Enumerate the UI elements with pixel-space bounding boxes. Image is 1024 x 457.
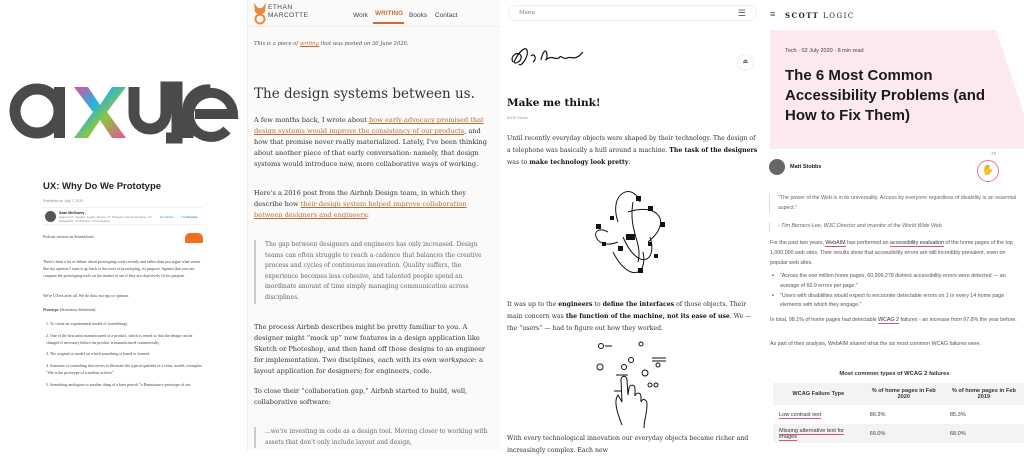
view-count: 6009 Views	[507, 115, 528, 120]
fox-logo-icon[interactable]	[252, 2, 268, 24]
text: The process Airbnb describes might be pretty familiar to you. A designer might “mock up” new features in a design application like Sketch or Photoshop, and then hand off those designs to an engineer for implementation. Two disciplines, each with its own	[254, 323, 486, 364]
wcag-failures-table	[773, 383, 1024, 443]
table-cell: 85.3%	[949, 411, 966, 418]
clap-count: 78	[991, 151, 997, 156]
blockquote: "The power of the Web is in its universality. Access by everyone regardless of disability is an essential aspect."	[769, 194, 1019, 213]
table-caption: Most common types of WCAG 2 failures	[839, 371, 950, 377]
paragraph: We're UXers after all. We do data, not ego or opinion.	[43, 293, 130, 298]
table-cell: 66.0%	[869, 430, 886, 437]
airbnb-link[interactable]: their design system helped improve collaboration between designers and engineers	[254, 200, 467, 219]
table-cell: 68.0%	[949, 430, 966, 437]
paragraph: There's been a lot of debate about prototyping tools recently and rather than just argue what seems like my opinion I want to go back to the roots of prototyping, its purpose. Against that you can compare the prototyping tools on the market to see if they are objectively fit for purpose.	[43, 259, 201, 278]
text: of the home pages of the top 1,000,000 web sites. Their results show that accessibility errors are still incredibly prevalent, even on popular web sites.	[770, 240, 1013, 266]
paragraph: As part of their analysis, WebAIM shared what the six most common WCAG failures were.	[770, 341, 981, 347]
nav-books[interactable]: Books	[409, 12, 428, 19]
nav-writing[interactable]: WRITING	[375, 10, 404, 17]
clap-button[interactable]	[977, 160, 999, 182]
avatar[interactable]	[45, 211, 56, 222]
paragraph	[770, 316, 1022, 326]
text: :	[366, 211, 369, 219]
paragraph	[254, 188, 496, 221]
paragraph: With every technological innovation our everyday objects became richer and increasingly complex. Each new	[507, 435, 749, 454]
following-button[interactable]: ✓ Following	[180, 215, 198, 219]
signature-logo[interactable]	[507, 42, 587, 70]
author-name[interactable]: Sean McSharry	[59, 211, 85, 215]
text: , and how that promise never really materialized. Lately, I've been thinking about another piece of that early conversation: namely, that design systems would introduce new, more collaborative ways of working.	[254, 127, 487, 168]
paragraph	[507, 133, 759, 169]
advocacy-link[interactable]: how early advocacy promised that design systems would improve the consistency of our products	[254, 116, 484, 135]
table-row	[773, 424, 1024, 443]
text: For the past two years,	[770, 240, 826, 246]
bold: make technology look pretty	[529, 159, 629, 166]
article-title: The 6 Most Common Accessibility Problems (and How to Fix Them)	[785, 67, 986, 124]
definition-label: (dictionary definition):	[58, 307, 97, 312]
list-item: • "Across the one million home pages, 60,909,278 distinct accessibility errors were detected — an average of 60.9 errors per page."	[770, 272, 1022, 292]
bold: The task of the designers	[669, 147, 758, 154]
list-item: 4. Someone or something that serves to illustrate the typical qualities of a class; model; exemplar: "She is the prototype of a student activist"	[46, 363, 203, 375]
low-contrast-link[interactable]: Low contrast text	[779, 411, 822, 418]
definition-heading	[43, 307, 205, 314]
text: It was up to the	[507, 301, 559, 308]
writing-link[interactable]: writing	[299, 41, 319, 47]
axure-logo	[8, 78, 240, 144]
webaim-link[interactable]: WebAIM	[825, 240, 846, 246]
text: failures - an increase from 97.8% the year before.	[898, 317, 1017, 323]
text: In total, 98.1% of home pages had detectable	[770, 317, 879, 323]
paragraph: To close their “collaboration gap,” Airbnb started to build, well, collaborative software:	[254, 387, 468, 406]
text: . We — the “users” — had to figure out how they worked.	[507, 313, 752, 332]
paragraph	[770, 239, 1022, 268]
column-header: % of home pages in Feb 2020	[871, 388, 936, 400]
logo-bold: SCOTT	[785, 11, 820, 20]
text: Until recently everyday objects were shaped by their technology. The design of a telephone was basically a hull around a machine.	[507, 135, 756, 154]
hand-touch-illustration	[592, 340, 672, 430]
table-cell: 86.3%	[869, 411, 886, 418]
blockquote: ...we're investing in code as a design tool. Moving closer to working with assets that don't only include layout and design,	[254, 427, 494, 448]
nav-work[interactable]: Work	[353, 12, 369, 19]
avatar[interactable]	[769, 159, 785, 175]
hamburger-icon[interactable]: ☰	[737, 8, 746, 18]
text: has performed an	[845, 240, 891, 246]
axure-article-panel	[0, 0, 248, 450]
text: to	[592, 301, 603, 308]
page-title: The design systems between us.	[254, 86, 475, 102]
text: .	[628, 159, 631, 166]
paragraph	[254, 322, 496, 377]
posted-pre: This is a piece of	[254, 41, 300, 47]
nav-contact[interactable]: Contact	[435, 12, 458, 19]
accessibility-evaluation-link[interactable]: accessibility evaluation	[890, 240, 944, 246]
tangled-wires-illustration	[588, 182, 678, 287]
menu-bar[interactable]	[508, 5, 757, 21]
active-nav-indicator	[373, 22, 404, 24]
scottlogic-article-panel	[765, 0, 1024, 450]
makemethink-article-panel	[500, 0, 765, 454]
posted-note	[254, 41, 409, 47]
logo-light: LOGIC	[819, 12, 855, 20]
list-item: 5. Something analogous to another thing of a later period: "a Renaissance prototype of our	[46, 381, 191, 387]
clap-icon: ✋	[981, 165, 995, 176]
definition-list	[46, 321, 204, 387]
missing-alt-text-link[interactable]: Missing alternative text for images	[779, 427, 844, 440]
list-item: 3. The original or model on which something is based or formed.	[46, 351, 151, 357]
bold: engineers	[558, 301, 593, 308]
marcotte-article-panel	[248, 0, 500, 450]
text: Here's a 2016 post from the Airbnb Design team, in which they describe how	[254, 189, 467, 208]
author-card	[43, 207, 203, 225]
articles-link[interactable]: 16 articles	[160, 215, 174, 219]
menu-label: Menu	[519, 10, 535, 16]
column-header: WCAG Failure Type	[792, 391, 845, 397]
column-header: % of home pages in Feb 2019	[951, 388, 1016, 400]
posted-date: that was posted on 30 June 2020.	[318, 41, 409, 47]
published-date: Published on July 7, 2020	[43, 199, 84, 203]
hamburger-icon[interactable]: ≡	[770, 9, 776, 19]
soundcloud-icon[interactable]	[185, 233, 203, 243]
blockquote: The gap between designers and engineers has only increased. Design teams can often struggle to reach a cadence that balances the creative process and cycles of continuous innovation. Quality suffers, the experience becomes less cohesive, and talented people spend an inordinate amount of time simply managing communication across disciplines.	[254, 240, 494, 304]
definition-term: Prototype	[43, 307, 59, 312]
emphasis: workspace	[438, 356, 475, 364]
podcast-text: Podcast version on Soundcloud :	[43, 234, 96, 239]
article-title: Make me think!	[507, 97, 601, 109]
table-row	[773, 405, 1024, 424]
bold: define the interfaces	[602, 301, 675, 308]
bullet-list	[770, 272, 1022, 311]
paragraph	[254, 115, 496, 170]
text: : a layout application for designers; for engineers, code.	[254, 356, 483, 375]
article-title: UX: Why Do We Prototype	[43, 181, 162, 192]
site-name[interactable]: ETHAN MARCOTTE	[268, 4, 309, 19]
author-bio: Head of UX, Speaker, Leader, Mentor, UX Strategist, Service Designer, UX Researcher, UX Architect, UX Consultant	[59, 215, 152, 223]
list-item: • "Users with disabilities would expect to encounter detectable errors on 1 in every 14 home page elements with which they engage."	[770, 292, 1022, 312]
author-name[interactable]: Matt Stobbs	[790, 164, 822, 170]
list-item: 1. To create an experimental model of (something).	[46, 321, 128, 326]
quote-attribution: - Tim Berners-Lee, W3C Director and inventor of the World Wide Web	[769, 222, 1019, 232]
scott-logic-logo[interactable]	[785, 11, 855, 20]
paragraph	[507, 299, 759, 335]
text: of those objects. Their main concern was	[507, 301, 747, 320]
article-meta: Tech · 02 July 2020 · 8 min read	[785, 48, 864, 54]
bold: the function of the machine, not its ease of use	[565, 313, 730, 320]
header-divider	[248, 26, 500, 27]
text: was to	[507, 159, 530, 166]
table-header-row	[773, 383, 1024, 405]
wcag2-link[interactable]: WCAG 2	[878, 317, 899, 323]
list-item: 2. One of the first units manufactured of a product, which is tested so that the design can be changed if necessary before the product is manufactured commercially	[46, 332, 193, 345]
text: A few months back, I wrote about	[254, 116, 370, 124]
scroll-up-button[interactable]: ⏏	[737, 54, 754, 71]
